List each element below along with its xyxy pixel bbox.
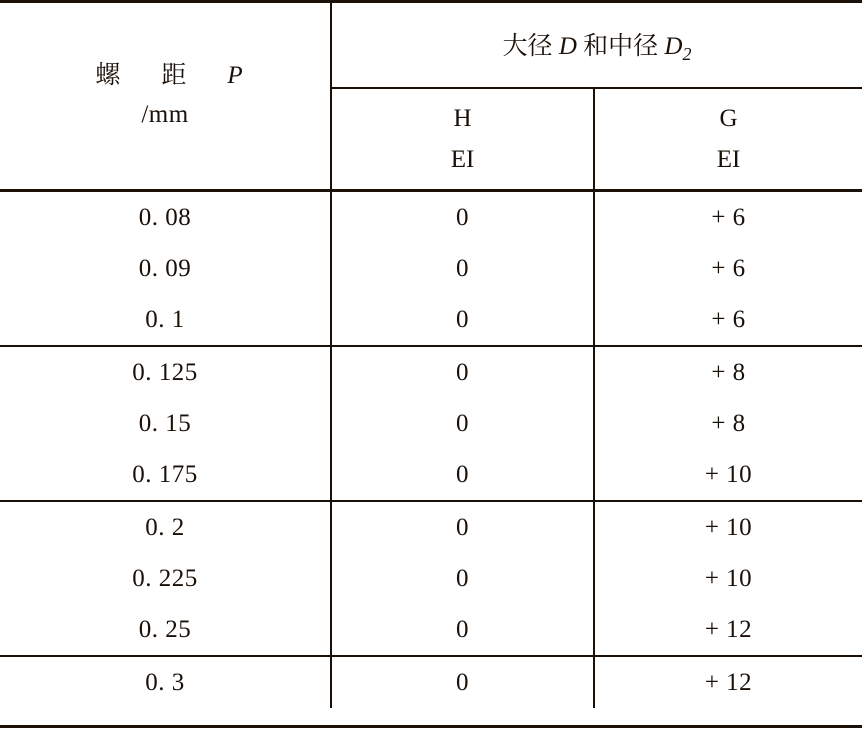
cell-g: + 10 xyxy=(704,513,753,541)
cell-g: + 6 xyxy=(711,203,746,231)
cell-pitch: 0. 225 xyxy=(0,553,331,604)
cell-pitch: 0. 3 xyxy=(0,656,331,708)
cell-g: + 6 xyxy=(711,254,746,282)
cell-pitch: 0. 25 xyxy=(0,604,331,656)
cell-h: 0 xyxy=(331,294,594,346)
header-pitch-label-line2: /mm xyxy=(141,101,189,128)
header-col-g xyxy=(594,88,862,191)
cell-h: 0 xyxy=(331,656,594,708)
cell-h: 0 xyxy=(331,553,594,604)
table-row xyxy=(0,191,862,244)
cell-g: + 6 xyxy=(594,294,862,346)
cell-pitch: 0. 08 xyxy=(0,191,331,244)
cell-g: + 8 xyxy=(711,358,746,386)
cell-h: 0 xyxy=(331,604,594,656)
cell-pitch: 0. 09 xyxy=(0,243,331,294)
table-row xyxy=(0,243,862,294)
table-row xyxy=(0,656,862,708)
cell-g: + 10 xyxy=(704,564,753,592)
cell-h: 0 xyxy=(331,449,594,501)
header-pitch-cell xyxy=(0,2,331,191)
cell-h: 0 xyxy=(331,398,594,449)
header-col-h-line2: EI xyxy=(450,146,475,173)
cell-pitch: 0. 2 xyxy=(0,501,331,553)
table-bottom-rule xyxy=(0,725,862,728)
cell-pitch: 0. 1 xyxy=(0,294,331,346)
header-col-g-line2: EI xyxy=(716,146,741,173)
header-pitch-label-line1: 螺 距 P xyxy=(95,62,243,90)
table-row xyxy=(0,346,862,398)
cell-h: 0 xyxy=(331,243,594,294)
cell-h: 0 xyxy=(331,346,594,398)
table-row xyxy=(0,294,862,346)
header-col-h xyxy=(331,88,594,191)
cell-h: 0 xyxy=(331,501,594,553)
table-row xyxy=(0,553,862,604)
table-row xyxy=(0,501,862,553)
cell-g: + 12 xyxy=(704,668,753,696)
header-diameter-group: 大径 D 和中径 $D_2$ xyxy=(331,2,862,89)
table-row xyxy=(0,604,862,656)
table-row xyxy=(0,398,862,449)
cell-g: + 8 xyxy=(711,409,746,437)
header-col-g-line1: G xyxy=(719,104,738,132)
header-col-h-line1: H xyxy=(453,104,472,132)
cell-g: + 10 xyxy=(594,449,862,501)
table-header-row-top xyxy=(0,2,862,89)
cell-pitch: 0. 125 xyxy=(0,346,331,398)
cell-pitch: 0. 175 xyxy=(0,449,331,501)
cell-pitch: 0. 15 xyxy=(0,398,331,449)
cell-h: 0 xyxy=(331,191,594,244)
table-row xyxy=(0,449,862,501)
cell-g: + 12 xyxy=(594,604,862,656)
